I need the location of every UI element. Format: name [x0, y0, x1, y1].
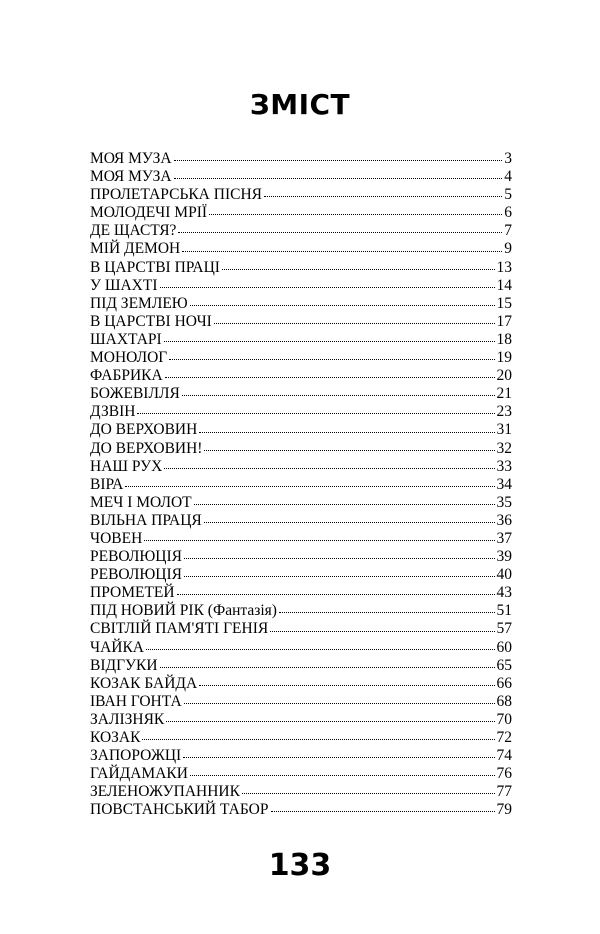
- dot-leader: [164, 468, 494, 469]
- toc-entry: [90, 458, 512, 476]
- toc-entry: [90, 331, 512, 349]
- dot-leader: [184, 576, 495, 577]
- dot-leader: [222, 269, 495, 270]
- dot-leader: [146, 649, 495, 650]
- toc-entry: [90, 349, 512, 367]
- toc-entry-page: 37: [496, 529, 512, 547]
- toc-entry-page: 74: [496, 747, 512, 765]
- toc-entry-page: 65: [496, 656, 512, 674]
- dot-leader: [214, 323, 495, 324]
- dot-leader: [182, 395, 495, 396]
- dot-leader: [183, 757, 494, 758]
- toc-entry: [90, 711, 512, 729]
- dot-leader: [164, 341, 495, 342]
- toc-entry-page: 66: [496, 674, 512, 692]
- toc-entry-title: МІЙ ДЕМОН: [90, 240, 181, 258]
- toc-entry-title: ВІРА: [90, 475, 124, 493]
- toc-entry-title: СВІТЛІЙ ПАМ'ЯТІ ГЕНІЯ: [90, 620, 269, 638]
- toc-entry-page: 18: [496, 330, 512, 348]
- toc-entry-page: 51: [496, 602, 512, 620]
- toc-entry: [90, 494, 512, 512]
- toc-entry-title: НАШ РУХ: [90, 457, 163, 475]
- dot-leader: [194, 504, 495, 505]
- dot-leader: [184, 558, 495, 559]
- toc-entry: [90, 277, 512, 295]
- toc-entry: [90, 367, 512, 385]
- toc-entry-page: 68: [496, 692, 512, 710]
- toc-entry-page: 32: [496, 439, 512, 457]
- toc-entry-title: МОЯ МУЗА: [90, 150, 172, 167]
- toc-entry-page: 34: [496, 475, 512, 493]
- toc-entry-page: 4: [504, 168, 512, 186]
- toc-entry-title: ВІЛЬНА ПРАЦЯ: [90, 511, 202, 529]
- toc-entry-page: 23: [496, 403, 512, 421]
- toc-entry-page: 40: [496, 566, 512, 584]
- toc-entry-page: 39: [496, 548, 512, 566]
- toc-entry: [90, 150, 512, 168]
- toc-entry-title: ШАХТАРІ: [90, 330, 162, 348]
- toc-entry-title: ЗАЛІЗНЯК: [90, 710, 165, 728]
- dot-leader: [190, 775, 495, 776]
- toc-entry-title: ДЗВІН: [90, 403, 136, 421]
- toc-entry-page: 9: [504, 240, 512, 258]
- dot-leader: [160, 667, 495, 668]
- dot-leader: [271, 811, 495, 812]
- toc-entry-title: В ЦАРСТВІ ПРАЦІ: [90, 258, 220, 276]
- toc-entry-page: 43: [496, 584, 512, 602]
- toc-entry-title: ЧОВЕН: [90, 529, 143, 547]
- dot-leader: [270, 631, 494, 632]
- dot-leader: [165, 377, 495, 378]
- toc-entry: [90, 620, 512, 638]
- toc-entry-title: ЧАЙКА: [90, 638, 144, 656]
- toc-entry-title: ВІДГУКИ: [90, 656, 158, 674]
- toc-entry: [90, 385, 512, 403]
- toc-entry-page: 31: [496, 421, 512, 439]
- dot-leader: [125, 486, 494, 487]
- toc-entry-page: 79: [496, 801, 512, 819]
- dot-leader: [178, 232, 502, 233]
- toc-entry: [90, 168, 512, 186]
- toc-entry-page: 19: [496, 349, 512, 367]
- toc-entry: [90, 530, 512, 548]
- toc-entry-title: ПОВСТАНСЬКИЙ ТАБОР: [90, 801, 269, 819]
- toc-entry-title: БОЖЕВІЛЛЯ: [90, 385, 180, 403]
- dot-leader: [184, 703, 495, 704]
- toc-entry: [90, 421, 512, 439]
- toc-entry: [90, 783, 512, 801]
- toc-entry-page: 20: [496, 367, 512, 385]
- toc-entry: [90, 602, 512, 620]
- toc-entry: [90, 693, 512, 711]
- toc-entry: [90, 440, 512, 458]
- toc-entry-title: ПІД ЗЕМЛЕЮ: [90, 294, 188, 312]
- toc-entry: [90, 222, 512, 240]
- toc-entry-title: ГАЙДАМАКИ: [90, 765, 188, 783]
- toc-entry-page: 15: [496, 294, 512, 312]
- toc-entry: [90, 512, 512, 530]
- toc-entry-title: КОЗАК БАЙДА: [90, 674, 198, 692]
- toc-entry-title: МОНОЛОГ: [90, 349, 168, 367]
- toc-entry: [90, 295, 512, 313]
- dot-leader: [166, 721, 494, 722]
- toc-entry-title: РЕВОЛЮЦІЯ: [90, 548, 182, 566]
- page-number: 133: [268, 848, 332, 883]
- toc-entry-title: ФАБРИКА: [90, 367, 163, 385]
- dot-leader: [137, 413, 494, 414]
- toc-entry: [90, 584, 512, 602]
- toc-entry-page: 13: [496, 258, 512, 276]
- toc-entry: [90, 657, 512, 675]
- dot-leader: [242, 793, 495, 794]
- toc-entry-page: 70: [496, 710, 512, 728]
- dot-leader: [160, 287, 495, 288]
- page-title: ЗМІСТ: [249, 88, 351, 121]
- toc-entry: [90, 801, 512, 819]
- toc-entry-title: В ЦАРСТВІ НОЧІ: [90, 312, 212, 330]
- toc-entry-title: ЗАПОРОЖЦІ: [90, 747, 182, 765]
- toc-entry: [90, 566, 512, 584]
- dot-leader: [204, 522, 495, 523]
- toc-entry-page: 35: [496, 493, 512, 511]
- dot-leader: [199, 685, 494, 686]
- toc-entry-page: 36: [496, 511, 512, 529]
- toc-entry-title: У ШАХТІ: [90, 276, 158, 294]
- toc-entry-title: ПРОЛЕТАРСЬКА ПІСНЯ: [90, 186, 262, 204]
- toc-entry: [90, 729, 512, 747]
- toc-entry-page: 6: [504, 204, 512, 222]
- toc-entry-page: 33: [496, 457, 512, 475]
- toc-entry-title: КОЗАК: [90, 729, 141, 746]
- dot-leader: [174, 178, 503, 179]
- table-of-contents: [90, 150, 512, 819]
- toc-entry-title: РЕВОЛЮЦІЯ: [90, 566, 182, 584]
- dot-leader: [174, 160, 503, 161]
- dot-leader: [264, 196, 502, 197]
- toc-entry: [90, 675, 512, 693]
- dot-leader: [279, 612, 495, 613]
- toc-entry: [90, 747, 512, 765]
- dot-leader: [199, 432, 494, 433]
- dot-leader: [142, 739, 494, 740]
- toc-entry-page: 60: [496, 638, 512, 656]
- dot-leader: [169, 359, 494, 360]
- toc-entry: [90, 548, 512, 566]
- dot-leader: [204, 450, 494, 451]
- toc-entry-title: ЗЕЛЕНОЖУПАННИК: [90, 783, 240, 801]
- toc-entry-title: ІВАН ГОНТА: [90, 692, 182, 710]
- toc-entry-title: МОЯ МУЗА: [90, 168, 172, 186]
- toc-entry-page: 7: [504, 222, 512, 240]
- toc-entry-page: 5: [504, 186, 512, 204]
- dot-leader: [182, 251, 502, 252]
- toc-entry: [90, 476, 512, 494]
- toc-entry-page: 72: [496, 729, 512, 746]
- toc-entry: [90, 204, 512, 222]
- toc-entry: [90, 259, 512, 277]
- toc-entry: [90, 240, 512, 258]
- dot-leader: [209, 214, 502, 215]
- toc-entry-title: ПІД НОВИЙ РІК (Фантазія): [90, 602, 277, 620]
- toc-entry: [90, 313, 512, 331]
- dot-leader: [177, 594, 495, 595]
- toc-entry: [90, 186, 512, 204]
- toc-entry-page: 77: [496, 783, 512, 801]
- toc-entry-page: 14: [496, 276, 512, 294]
- toc-entry-page: 21: [496, 385, 512, 403]
- toc-entry-title: ДЕ ЩАСТЯ?: [90, 222, 177, 240]
- toc-entry-title: МЕЧ І МОЛОТ: [90, 493, 192, 511]
- dot-leader: [190, 305, 495, 306]
- toc-entry-title: МОЛОДЕЧІ МРІЇ: [90, 204, 208, 222]
- toc-entry-title: ПРОМЕТЕЙ: [90, 584, 175, 602]
- toc-entry-page: 3: [504, 150, 512, 167]
- toc-entry-page: 76: [496, 765, 512, 783]
- toc-entry-title: ДО ВЕРХОВИН: [90, 421, 198, 439]
- toc-entry-page: 17: [496, 312, 512, 330]
- toc-entry-page: 57: [496, 620, 512, 638]
- toc-entry: [90, 403, 512, 421]
- toc-entry: [90, 765, 512, 783]
- toc-entry-title: ДО ВЕРХОВИН!: [90, 439, 203, 457]
- dot-leader: [144, 540, 494, 541]
- toc-entry: [90, 639, 512, 657]
